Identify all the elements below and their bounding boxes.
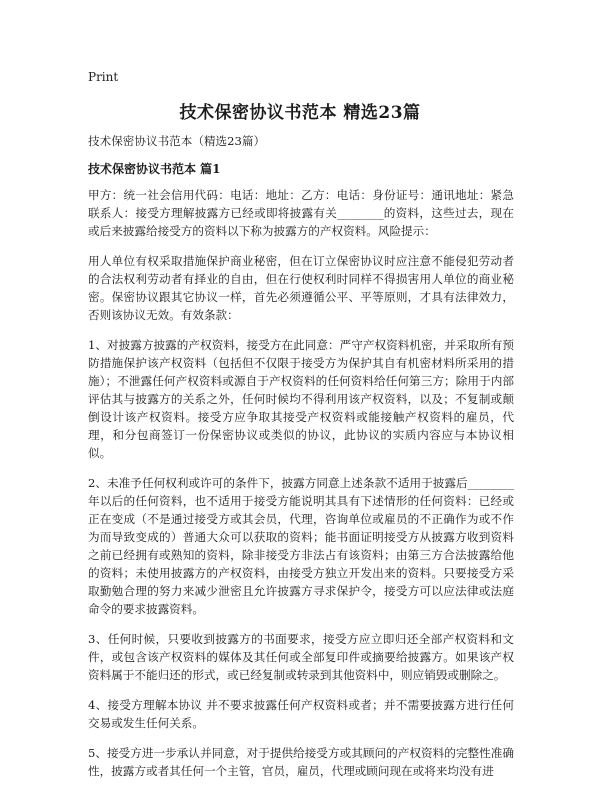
document-title: 技术保密协议书范本 精选23篇: [179, 103, 421, 123]
paragraph-clause-2: 2、未准予任何权利或许可的条件下，披露方同意上述条款不适用于披露后________年以后的任何资料，也不适用于接受方能说明其具有下述情形的任何资料：已经或正在变成（不是通过接受方或其会员，代理，咨询单位或雇员的不正确作为或不作为而导致变成的）普通大众可以获取的资料；能书面证明接受方从披露方收到资料之前已经拥有或熟知的资料，除非接受方非法占有该资料；由第三方合法披露给他的资料；未使用披露方的产权资料，由接受方独立开发出来的资料。只要接受方采取勤勉合理的努力来减少泄密且允许披露方寻求保护令，接受方可以应法律或法庭命令的要求披露资料。: [88, 476, 514, 616]
print-label[interactable]: Print: [88, 70, 119, 84]
paragraph-parties: 甲方：统一社会信用代码：电话：地址：乙方：电话：身份证号：通讯地址：紧急联系人：接受方理解披露方已经或即将披露有关________的资料，这些过去，现在或后来披露给接受方的资料以下称为披露方的产权资料。风险提示：: [88, 188, 514, 238]
paragraph-clause-5: 5、接受方进一步承认并同意，对于提供给接受方或其顾问的产权资料的完整性准确性，披露方或者其任何一个主管，官员，雇员，代理或顾问现在或将来均没有进: [88, 746, 514, 778]
paragraph-clause-3: 3、任何时候，只要收到披露方的书面要求，接受方应立即归还全部产权资料和文件，或包含该产权资料的媒体及其任何或全部复印件或摘要给披露方。如果该产权资料属于不能归还的形式，或已经复制或转录到其他资料中，则应销毁或删除之。: [88, 632, 514, 682]
document-body: [88, 132, 514, 792]
paragraph-risk-notice: 用人单位有权采取措施保护商业秘密，但在订立保密协议时应注意不能侵犯劳动者的合法权利劳动者有择业的自由，但在行使权利时同样不得损害用人单位的商业秘密。保密协议跟其它协议一样，首先必须遵循公平、平等原则，才具有法律效力，否则该协议无效。有效条款：: [88, 254, 514, 322]
document-subtitle: 技术保密协议书范本（精选23篇）: [88, 134, 266, 148]
paragraph-clause-4: 4、接受方理解本协议 并不要求披露任何产权资料或者；并不需要披露方进行任何交易或发生任何关系。: [88, 698, 514, 730]
paragraph-clause-1: 1、对披露方披露的产权资料，接受方在此同意：严守产权资料机密，并采取所有预防措施保护该产权资料（包括但不仅限于接受方为保护其自有机密材料所采用的措施）；不泄露任何产权资料或源自于产权资料的任何资料给任何第三方；除用于内部评估其与披露方的关系之外，任何时候均不得利用该产权资料，以及；不复制或颠倒设计该产权资料。接受方应争取其接受产权资料或能接触产权资料的雇员，代理，和分包商签订一份保密协议或类似的协议，此协议的实质内容应与本协议相似。: [88, 338, 514, 460]
section-heading: 技术保密协议书范本 篇1: [88, 162, 221, 176]
